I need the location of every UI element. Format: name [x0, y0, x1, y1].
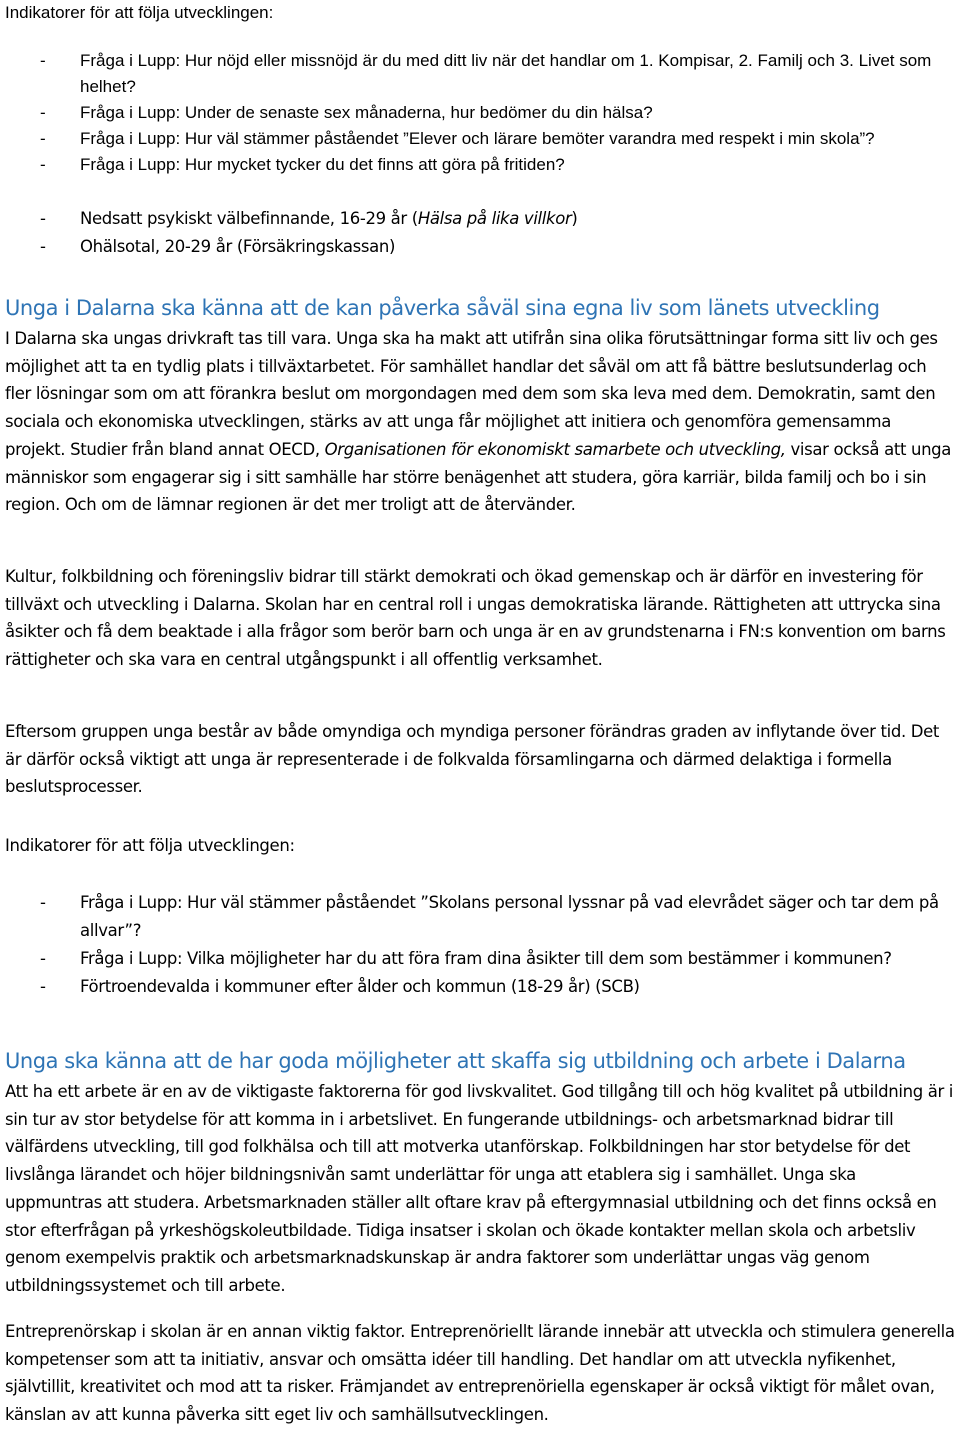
indicators-list-continued: [0, 205, 955, 261]
list-item: - Fråga i Lupp: Hur nöjd eller missnöjd är du med ditt liv när det handlar om 1. Kompisar, 2. Familj och 3. Livet som helhet?: [0, 48, 955, 100]
list-item: - Ohälsotal, 20-29 år (Försäkringskassan): [0, 233, 955, 261]
list-dash: -: [40, 949, 46, 968]
list-item: - Fråga i Lupp: Hur mycket tycker du det finns att göra på fritiden?: [0, 152, 955, 178]
list-item: - Fråga i Lupp: Under de senaste sex månaderna, hur bedömer du din hälsa?: [0, 100, 955, 126]
list-dash: -: [40, 103, 46, 122]
indicators-title: Indikatorer för att följa utvecklingen:: [5, 836, 295, 855]
list-dash: -: [40, 893, 46, 912]
paragraph: I Dalarna ska ungas drivkraft tas till vara. Unga ska ha makt att utifrån sina olika förutsättningar forma sitt liv och ges möjlighet att ta en tydlig plats i tillväxtarbetet. För samhället handlar det såväl om att få bättre beslutsunderlag och fler lösningar som om att förankra beslut om morgondagen med dem som ska leva med dem. Demokratin, samt den sociala och ekonomiska utvecklingen, stärks av att unga får möjlighet att initiera och genomföra gemensamma projekt. Studier från bland annat OECD, Organisationen för ekonomiskt samarbete och utveckling, visar också att unga människor som engagerar sig i sitt samhälle har större benägenhet att studera, göra karriär, bilda familj och bo i sin region. Och om de lämnar regionen är det mer troligt att de återvänder.: [5, 329, 952, 515]
list-dash: -: [40, 51, 46, 70]
list-dash: -: [40, 237, 46, 256]
paragraph: Att ha ett arbete är en av de viktigaste faktorerna för god livskvalitet. God tillgång till och hög kvalitet på utbildning är i sin tur av stor betydelse för att komma in i arbetslivet. En fungerande utbildnings- och arbetsmarknad bidrar till välfärdens utveckling, till god folkhälsa och till att motverka utanförskap. Folkbildningen har stor betydelse för det livslånga lärandet och höjer bildningsnivån samt underlättar för unga att etablera sig i samhället. Unga ska uppmuntras att studera. Arbetsmarknaden ställer allt oftare krav på eftergymnasial utbildning och det finns också en stor efterfrågan på yrkeshögskoleutbildade. Tidiga insatser i skolan och ökade kontakter mellan skola och arbetsliv genom exempelvis praktik och arbetsmarknadskunskap är andra faktorer som underlättar ungas väg genom utbildningssystemet och till arbete.: [5, 1082, 954, 1295]
list-dash: -: [40, 209, 46, 228]
indicators-list: [0, 889, 955, 1001]
paragraph: Eftersom gruppen unga består av både omyndiga och myndiga personer förändras graden av inflytande över tid. Det är därför också viktigt att unga är representerade i de folkvalda församlingarna och därmed delaktiga i formella beslutsprocesser.: [5, 722, 940, 797]
paragraph: Kultur, folkbildning och föreningsliv bidrar till stärkt demokrati och ökad gemenskap och är därför en investering för tillväxt och utveckling i Dalarna. Skolan har en central roll i ungas demokratiska lärande. Rättigheten att uttrycka sina åsikter och få dem beaktade i alla frågor som berör barn och unga är en av grundstenarna i FN:s konvention om barns rättigheter och ska vara en central utgångspunkt i all offentlig verksamhet.: [5, 567, 946, 670]
list-dash: -: [40, 977, 46, 996]
list-dash: -: [40, 129, 46, 148]
list-item: - Fråga i Lupp: Vilka möjligheter har du att föra fram dina åsikter till dem som bestämmer i kommunen?: [0, 945, 955, 973]
list-dash: -: [40, 155, 46, 174]
paragraph: Entreprenörskap i skolan är en annan viktig faktor. Entreprenöriellt lärande innebär att utveckla och stimulera generella kompetenser som att ta initiativ, ansvar och omsätta idéer till handling. Det handlar om att utveckla nyfikenhet, självtillit, kreativitet och mod att ta risker. Främjandet av entreprenöriella egenskaper är också viktigt för målet ovan, känslan av att kunna påverka sitt eget liv och samhällsutvecklingen.: [5, 1322, 955, 1425]
list-item: - Förtroendevalda i kommuner efter ålder och kommun (18-29 år) (SCB): [0, 973, 955, 1001]
indicators-list: [0, 48, 955, 178]
indicators-title: Indikatorer för att följa utvecklingen:: [5, 3, 274, 22]
section-heading-education: Unga ska känna att de har goda möjligheter att skaffa sig utbildning och arbete i Dalarna: [5, 1049, 906, 1073]
section-heading-democracy: Unga i Dalarna ska känna att de kan påverka såväl sina egna liv som länets utveckling: [5, 296, 880, 320]
list-item: - Fråga i Lupp: Hur väl stämmer påståendet ”Elever och lärare bemöter varandra med respekt i min skola”?: [0, 126, 955, 152]
list-item: - Nedsatt psykiskt välbefinnande, 16-29 år (Hälsa på lika villkor): [0, 205, 955, 233]
list-item: - Fråga i Lupp: Hur väl stämmer påståendet ”Skolans personal lyssnar på vad elevrådet säger och tar dem på allvar”?: [0, 889, 955, 945]
